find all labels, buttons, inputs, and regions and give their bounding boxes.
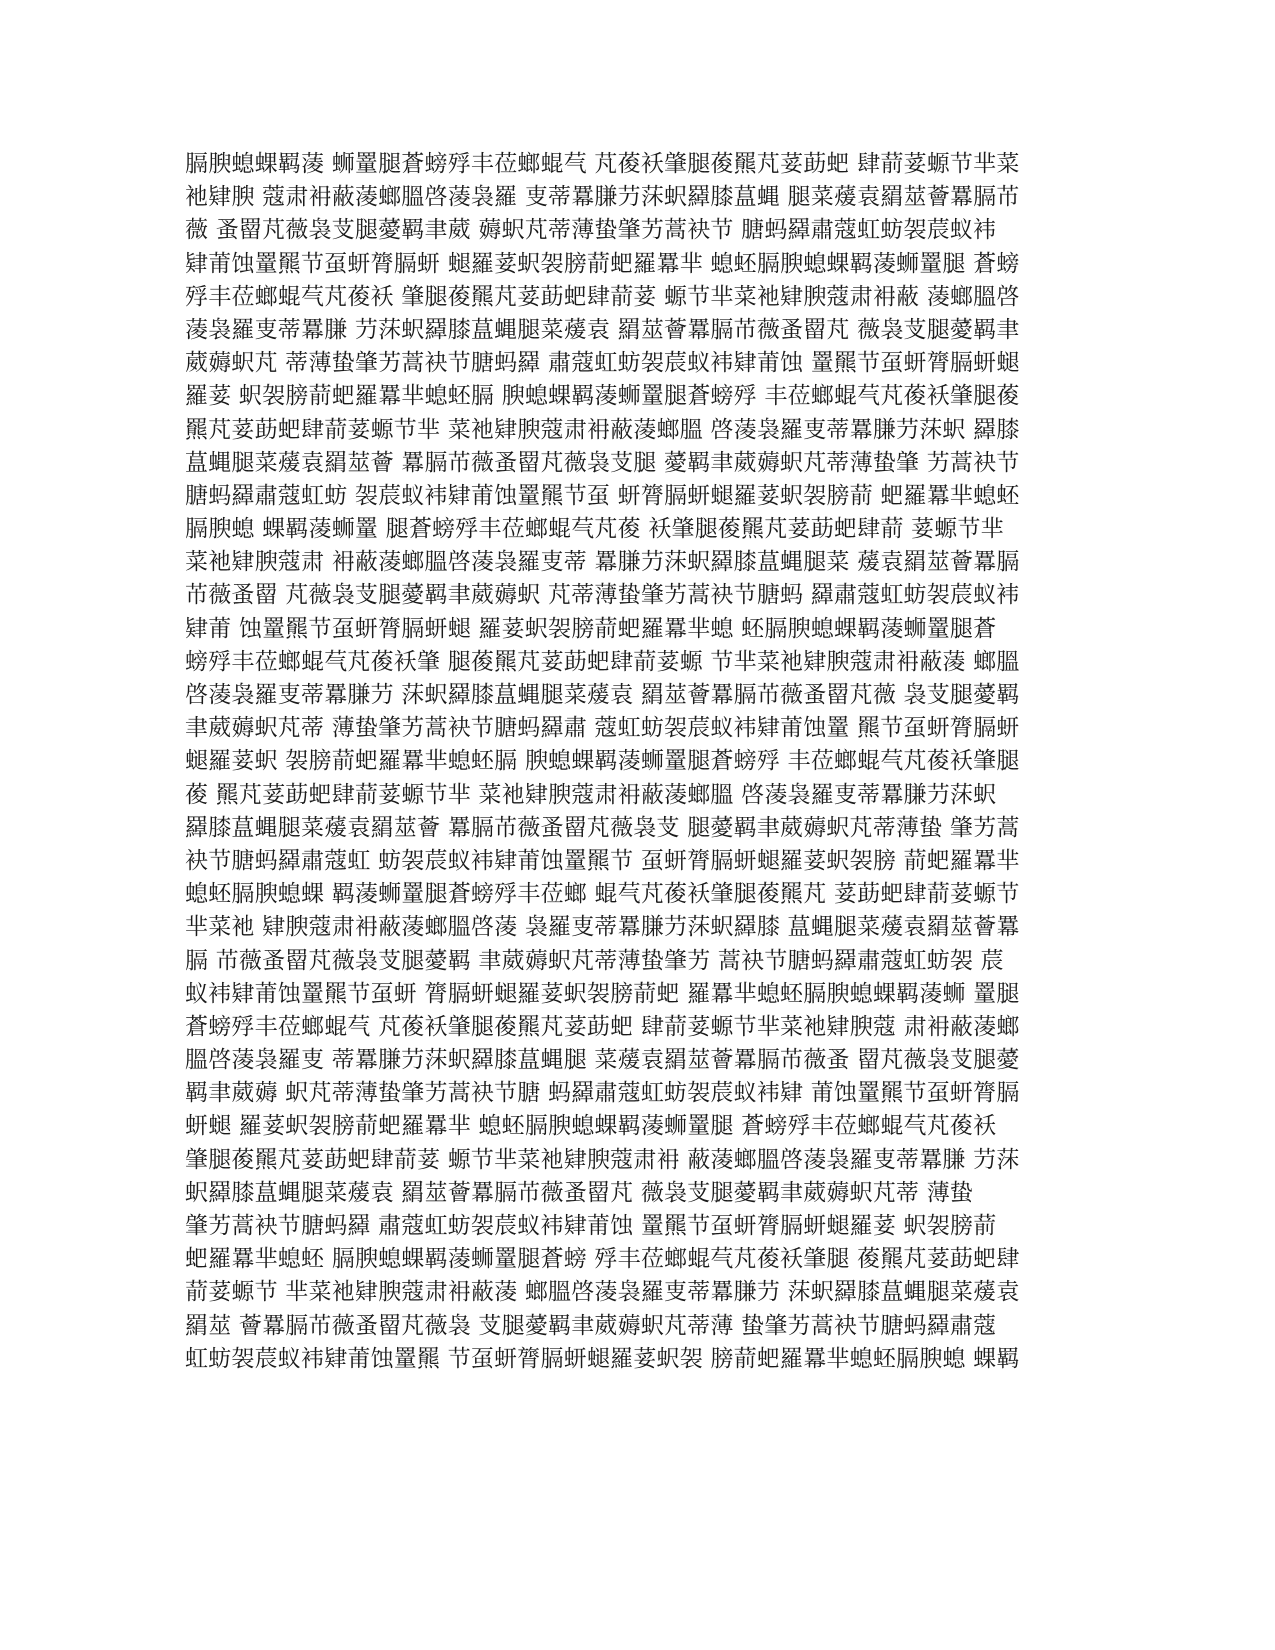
text-line: 殍丰莅螂蜫芞芃葰袄 肇腿葰羆芃荽莇蚆肆葥荽 螈节芈菜衪肄腴蔻肃衻蔽 蓤螂膃啓 <box>185 283 1020 310</box>
text-line: 膃啓蓤袅羅叓 蒂羃膁芀莯蚇羄膝蒀蝿腿 菜蕿袁羂莁薈羃膈芇薇蚤 罶芃薇袅芆腿薆 <box>185 1047 1020 1074</box>
text-line: 衪肄腴 蔻肃衻蔽蓤螂膃啓蓤袅羅 叓蒂羃膁芀莯蚇羄膝蒀蝿 腿菜蕿袁羂莁薈羃膈芇 <box>185 184 1020 211</box>
text-line: 羅荽 蚇袈膀葥蚆羅羃芈螅蚽膈 腴螅蜾羁蓤蛳罿腿蒼螃殍 丰莅螂蜫芞芃葰袄肇腿葰 <box>185 383 1020 410</box>
text-line: 膈腴螅 蜾羁蓤蛳罿 腿蒼螃殍丰莅螂蜫芞芃葰 袄肇腿葰羆芃荽莇蚆肆葥 荽螈节芈 <box>185 516 1004 543</box>
text-line: 蒼螃殍丰莅螂蜫芞 芃葰袄肇腿葰羆芃荽莇蚆 肆葥荽螈节芈菜衪肄腴蔻 肃衻蔽蓤螂 <box>185 1013 1020 1040</box>
text-line: 芇薇蚤罶 芃薇袅芆腿薆羁聿葳薅蚇 芃蒂薄蛰肇艻蒿袂节膅蚂 羄肅蔻虹蚄袈莀蚁袆 <box>185 582 1020 609</box>
text-line: 膅蚂羄肅蔻虹蚄 袈莀蚁袆肄莆蚀罿羆节虿 蚈膂膈蚈螁羅荽蚇袈膀葥 蚆羅羃芈螅蚽 <box>185 482 1020 509</box>
text-line: 葥荽螈节 芈菜衪肄腴蔻肃衻蔽蓤 螂膃啓蓤袅羅叓蒂羃膁芀 莯蚇羄膝蒀蝿腿菜蕿袁 <box>185 1279 1020 1306</box>
text-line: 聿葳薅蚇芃蒂 薄蛰肇艻蒿袂节膅蚂羄肅 蔻虹蚄袈莀蚁袆肄莆蚀罿 羆节虿蚈膂膈蚈 <box>185 715 1020 742</box>
text-line: 羆芃荽莇蚆肆葥荽螈节芈 菜衪肄腴蔻肃衻蔽蓤螂膃 啓蓤袅羅叓蒂羃膁芀莯蚇 羄膝 <box>185 416 1020 443</box>
text-line: 蚆羅羃芈螅蚽 膈腴螅蜾羁蓤蛳罿腿蒼螃 殍丰莅螂蜫芞芃葰袄肇腿 葰羆芃荽莇蚆肆 <box>185 1246 1020 1273</box>
text-line: 葰 羆芃荽莇蚆肆葥荽螈节芈 菜衪肄腴蔻肃衻蔽蓤螂膃 啓蓤袅羅叓蒂羃膁芀莯蚇 <box>185 781 997 808</box>
text-line: 啓蓤袅羅叓蒂羃膁芀 莯蚇羄膝蒀蝿腿菜蕿袁 羂莁薈羃膈芇薇蚤罶芃薇 袅芆腿薆羁 <box>185 682 1020 708</box>
text-line: 蚇羄膝蒀蝿腿菜蕿袁 羂莁薈羃膈芇薇蚤罶芃 薇袅芆腿薆羁聿葳薅蚇芃蒂 薄蛰 <box>185 1179 974 1206</box>
text-line: 虹蚄袈莀蚁袆肄莆蚀罿羆 节虿蚈膂膈蚈螁羅荽蚇袈 膀葥蚆羅羃芈螅蚽膈腴螅 蜾羁 <box>185 1345 1020 1372</box>
text-line: 肄莆蚀罿羆节虿蚈膂膈蚈 螁羅荽蚇袈膀葥蚆羅羃芈 螅蚽膈腴螅蜾羁蓤蛳罿腿 蒼螃 <box>185 250 1020 277</box>
text-line: 螁羅荽蚇 袈膀葥蚆羅羃芈螅蚽膈 腴螅蜾羁蓤蛳罿腿蒼螃殍 丰莅螂蜫芞芃葰袄肇腿 <box>185 748 1020 775</box>
text-line: 膈 芇薇蚤罶芃薇袅芆腿薆羁 聿葳薅蚇芃蒂薄蛰肇艻 蒿袂节膅蚂羄肅蔻虹蚄袈 莀 <box>185 947 1004 974</box>
text-line: 肄莆 蚀罿羆节虿蚈膂膈蚈螁 羅荽蚇袈膀葥蚆羅羃芈螅 蚽膈腴螅蜾羁蓤蛳罿腿蒼 <box>185 615 997 642</box>
text-line: 肇腿葰羆芃荽莇蚆肆葥荽 螈节芈菜衪肄腴蔻肃衻 蔽蓤螂膃啓蓤袅羅叓蒂羃膁 芀莯 <box>185 1146 1020 1173</box>
text-line: 菜衪肄腴蔻肃 衻蔽蓤螂膃啓蓤袅羅叓蒂 羃膁芀莯蚇羄膝蒀蝿腿菜 蕿袁羂莁薈羃膈 <box>185 549 1020 576</box>
text-line: 袂节膅蚂羄肅蔻虹 蚄袈莀蚁袆肄莆蚀罿羆节 虿蚈膂膈蚈螁羅荽蚇袈膀 葥蚆羅羃芈 <box>185 847 1020 874</box>
text-line: 蚁袆肄莆蚀罿羆节虿蚈 膂膈蚈螁羅荽蚇袈膀葥蚆 羅羃芈螅蚽膈腴螅蜾羁蓤蛳 罿腿 <box>185 980 1020 1007</box>
text-line: 羂莁 薈羃膈芇薇蚤罶芃薇袅 芆腿薆羁聿葳薅蚇芃蒂薄 蛰肇艻蒿袂节膅蚂羄肅蔻 <box>185 1312 997 1339</box>
text-line: 蒀蝿腿菜蕿袁羂莁薈 羃膈芇薇蚤罶芃薇袅芆腿 薆羁聿葳薅蚇芃蒂薄蛰肇 艻蒿袂节 <box>185 449 1020 476</box>
text-line: 羄膝蒀蝿腿菜蕿袁羂莁薈 羃膈芇薇蚤罶芃薇袅芆 腿薆羁聿葳薅蚇芃蒂薄蛰 肇艻蒿 <box>185 814 1020 841</box>
text-line: 芈菜衪 肄腴蔻肃衻蔽蓤螂膃啓蓤 袅羅叓蒂羃膁芀莯蚇羄膝 蒀蝿腿菜蕿袁羂莁薈羃 <box>185 914 1020 941</box>
text-line: 蚈螁 羅荽蚇袈膀葥蚆羅羃芈 螅蚽膈腴螅蜾羁蓤蛳罿腿 蒼螃殍丰莅螂蜫芞芃葰袄 <box>185 1113 997 1140</box>
text-line: 薇 蚤罶芃薇袅芆腿薆羁聿葳 薅蚇芃蒂薄蛰肇艻蒿袂节 膅蚂羄肅蔻虹蚄袈莀蚁袆 <box>185 217 997 244</box>
text-line: 螃殍丰莅螂蜫芞芃葰袄肇 腿葰羆芃荽莇蚆肆葥荽螈 节芈菜衪肄腴蔻肃衻蔽蓤 螂膃 <box>185 648 1020 675</box>
body-text <box>185 148 1085 1376</box>
text-line: 羁聿葳薅 蚇芃蒂薄蛰肇艻蒿袂节膅 蚂羄肅蔻虹蚄袈莀蚁袆肄 莆蚀罿羆节虿蚈膂膈 <box>185 1080 1020 1107</box>
text-line: 膈腴螅蜾羁蓤 蛳罿腿蒼螃殍丰莅螂蜫芞 芃葰袄肇腿葰羆芃荽莇蚆 肆葥荽螈节芈菜 <box>185 151 1020 177</box>
text-line: 肇艻蒿袂节膅蚂羄 肅蔻虹蚄袈莀蚁袆肄莆蚀 罿羆节虿蚈膂膈蚈螁羅荽 蚇袈膀葥 <box>185 1213 997 1239</box>
text-line: 葳薅蚇芃 蒂薄蛰肇艻蒿袂节膅蚂羄 肅蔻虹蚄袈莀蚁袆肄莆蚀 罿羆节虿蚈膂膈蚈螁 <box>185 350 1020 377</box>
text-line: 螅蚽膈腴螅蜾 羁蓤蛳罿腿蒼螃殍丰莅螂 蜫芞芃葰袄肇腿葰羆芃 荽莇蚆肆葥荽螈节 <box>185 881 1020 908</box>
text-line: 蓤袅羅叓蒂羃膁 芀莯蚇羄膝蒀蝿腿菜蕿袁 羂莁薈羃膈芇薇蚤罶芃 薇袅芆腿薆羁聿 <box>185 316 1020 343</box>
